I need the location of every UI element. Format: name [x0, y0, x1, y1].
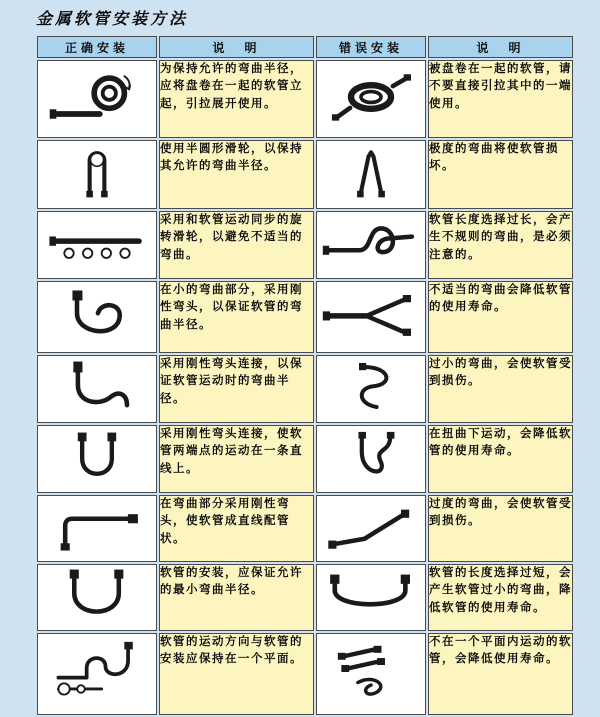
wrong-image-cell [316, 495, 426, 562]
coiled-hose-unrolled-icon [45, 66, 149, 128]
irregular-loop-hose-icon [321, 214, 421, 272]
wrong-image-cell [316, 140, 426, 209]
correct-description: 软管的安装，应保证允许的最小弯曲半径。 [159, 564, 314, 631]
table-row [37, 140, 573, 209]
wrong-description: 软管长度选择过长，会产生不规则的弯曲，是必须注意的。 [428, 211, 573, 279]
hose-installation-table [35, 34, 575, 717]
correct-image-cell [37, 60, 157, 138]
correct-description: 使用半圆形滑轮，以保持其允许的弯曲半径。 [159, 140, 314, 209]
wrong-image-cell [316, 564, 426, 631]
wrong-image-cell [316, 425, 426, 493]
correct-description: 软管的运动方向与软管的安装应保持在一个平面。 [159, 633, 314, 715]
table-row [37, 281, 573, 353]
min-bend-radius-u-icon [47, 565, 147, 625]
hose-table-body [37, 60, 573, 715]
table-row [37, 355, 573, 423]
extreme-bend-hose-icon [326, 142, 416, 202]
synchronized-roller-hose-icon [45, 215, 149, 271]
wrong-description: 极度的弯曲将使软管损坏。 [428, 140, 573, 209]
table-header [37, 36, 573, 58]
table-row [37, 564, 573, 631]
correct-image-cell [37, 495, 157, 562]
straight-pipe-elbow-icon [47, 498, 147, 554]
correct-description: 采用和软管运动同步的旋转滑轮，以避免不适当的弯曲。 [159, 211, 314, 279]
table-row [37, 633, 573, 715]
wrong-description: 不在一个平面内运动的软管，会降低使用寿命。 [428, 633, 573, 715]
semicircular-pulley-hose-icon [52, 141, 142, 203]
wrong-image-cell [316, 60, 426, 138]
header-correct-installation: 正确安装 [37, 36, 157, 58]
wrong-description: 在扭曲下运动，会降低软管的使用寿命。 [428, 425, 573, 493]
correct-description: 在小的弯曲部分，采用刚性弯头，以保证软管的弯曲半径。 [159, 281, 314, 353]
wrong-image-cell [316, 211, 426, 279]
improper-bend-hose-icon [321, 287, 421, 343]
over-bend-hose-icon [321, 498, 421, 554]
rigid-elbow-small-bend-icon [47, 285, 147, 345]
wrong-image-cell [316, 355, 426, 423]
wrong-description: 过小的弯曲，会使软管受到损伤。 [428, 355, 573, 423]
table-row [37, 425, 573, 493]
header-wrong-installation: 错误安装 [316, 36, 426, 58]
short-hose-shallow-u-icon [319, 569, 423, 621]
correct-image-cell [37, 140, 157, 209]
wrong-description: 不适当的弯曲会降低软管的使用寿命。 [428, 281, 573, 353]
twisted-hose-icon [325, 427, 417, 487]
wrong-description: 软管的长度选择过短，会产生软管过小的弯曲，降低软管的使用寿命。 [428, 564, 573, 631]
table-row [37, 60, 573, 138]
correct-image-cell [37, 564, 157, 631]
correct-description: 在弯曲部分采用刚性弯头，使软管成直线配管状。 [159, 495, 314, 562]
correct-image-cell [37, 633, 157, 715]
table-row [37, 211, 573, 279]
wrong-description: 被盘卷在一起的软管，请不要直接引拉其中的一端使用。 [428, 60, 573, 138]
correct-image-cell [37, 211, 157, 279]
wrong-image-cell [316, 281, 426, 353]
out-of-plane-hose-icon [323, 641, 419, 703]
header-correct-description: 说 明 [159, 36, 314, 58]
header-wrong-description: 说 明 [428, 36, 573, 58]
page-title: 金属软管安装方法 [36, 11, 189, 28]
correct-image-cell [37, 281, 157, 353]
too-small-bend-hose-icon [327, 357, 415, 417]
wrong-description: 过度的弯曲，会使软管受到损伤。 [428, 495, 573, 562]
wrong-image-cell [316, 633, 426, 715]
correct-description: 采用刚性弯头连接，以保证软管运动时的弯曲半径。 [159, 355, 314, 423]
correct-image-cell [37, 355, 157, 423]
rigid-elbow-connection-icon [47, 357, 147, 417]
same-plane-motion-trap-icon [45, 640, 149, 704]
table-row [37, 495, 573, 562]
correct-description: 为保持允许的弯曲半径，应将盘卷在一起的软管立起，引拉展开使用。 [159, 60, 314, 138]
correct-description: 采用刚性弯头连接，使软管两端点的运动在一条直线上。 [159, 425, 314, 493]
u-shape-straight-line-motion-icon [49, 427, 145, 487]
correct-image-cell [37, 425, 157, 493]
coiled-hose-pulled-end-icon [321, 69, 421, 125]
